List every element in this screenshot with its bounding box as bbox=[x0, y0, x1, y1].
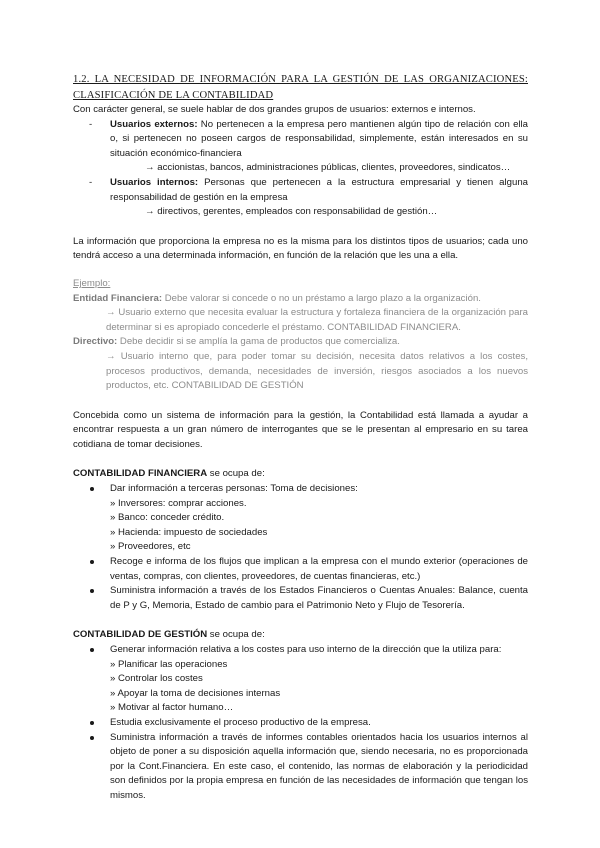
bullet-icon bbox=[90, 736, 94, 740]
user-group-internal bbox=[73, 176, 528, 205]
user-desc-external: No pertenecen a la empresa pero mantienen algún tipo de relación con ella o, si pertenecen no poseen cargos de responsabilidad, simplemente, están interesados en su situación económico-financiera bbox=[110, 118, 529, 159]
user-group-external bbox=[73, 118, 528, 162]
bullet-icon bbox=[90, 487, 94, 491]
user-term-external: Usuarios externos: bbox=[110, 118, 198, 130]
list-item bbox=[73, 731, 528, 804]
financiera-suffix: se ocupa de: bbox=[207, 468, 265, 480]
gestion-item-2: Estudia exclusivamente el proceso productivo de la empresa. bbox=[110, 716, 371, 728]
list-item bbox=[73, 584, 528, 613]
financiera-item-3: Suministra información a través de los Estados Financieros o Cuentas Anuales: Balance, cuenta de P y G, Memoria, Estado de cambio para el Patrimonio Neto y Flujo de Tesorería. bbox=[110, 585, 528, 611]
financiera-item-1: Dar información a terceras personas: Toma de decisiones: bbox=[110, 483, 358, 495]
section-heading bbox=[73, 72, 528, 103]
dash-marker: - bbox=[89, 118, 93, 130]
bullet-icon bbox=[90, 560, 94, 564]
gestion-sub-item: » Controlar los costes bbox=[110, 673, 203, 685]
gestion-heading bbox=[73, 628, 528, 643]
bullet-icon bbox=[90, 589, 94, 593]
gestion-item-3: Suministra información a través de informes contables orientados hacia los usuarios internos al objeto de poner a su disposición aquella información que, siendo necesaria, no es proporcionada por la Cont.Financiera. En este caso, el contenido, las normas de elaboración y la periodicidad son definidos por la propia empresa en función de las necesidades de información que tengan los mismos. bbox=[110, 731, 528, 801]
user-examples-internal: → directivos, gerentes, empleados con responsabilidad de gestión… bbox=[145, 206, 438, 218]
gestion-item-1: Generar información relativa a los costes para uso interno de la dirección que la utiliza para: bbox=[110, 644, 502, 655]
info-paragraph: La información que proporciona la empresa no es la misma para los distintos tipos de usuarios; cada uno tendrá acceso a una determinada información, en función de la relación que les una a ella. bbox=[73, 235, 528, 262]
user-examples-external: → accionistas, bancos, administraciones públicas, clientes, proveedores, sindicatos… bbox=[145, 162, 511, 174]
user-term-internal: Usuarios internos: bbox=[110, 176, 199, 188]
document-page bbox=[73, 72, 528, 804]
example-entidad-arrow: → Usuario externo que necesita evaluar la estructura y fortaleza financiera de la organización para determinar si es apropiado concederle el préstamo. CONTABILIDAD FINANCIERA. bbox=[106, 307, 528, 333]
heading-line-1: 1.2. LA NECESIDAD DE INFORMACIÓN PARA LA GESTIÓN DE LAS ORGANIZACIONES: bbox=[73, 74, 528, 85]
gestion-title: CONTABILIDAD DE GESTIÓN bbox=[73, 629, 208, 641]
financiera-item-2: Recoge e informa de los flujos que implican a la empresa con el mundo exterior (operaciones de ventas, compras, con clientes, proveedores, de cuentas financieras, etc.) bbox=[110, 556, 528, 582]
list-item bbox=[73, 555, 528, 584]
gestion-sub-item: » Planificar las operaciones bbox=[110, 658, 228, 670]
financiera-sub-item: » Inversores: comprar acciones. bbox=[110, 497, 247, 509]
gestion-sub-item: » Apoyar la toma de decisiones internas bbox=[110, 687, 281, 699]
example-directivo-arrow: → Usuario interno que, para poder tomar su decisión, necesita datos relativos a los costes, procesos productivos, demanda, necesidades de inversión, riesgos asociados a los nuevos productos, etc. CONTABILIDAD DE GESTIÓN bbox=[106, 350, 528, 392]
financiera-heading bbox=[73, 467, 528, 482]
example-label: Ejemplo: bbox=[73, 277, 111, 289]
gestion-suffix: se ocupa de: bbox=[207, 629, 265, 641]
example-entidad-term: Entidad Financiera: bbox=[73, 292, 163, 304]
list-item bbox=[73, 643, 528, 716]
example-block bbox=[73, 277, 528, 394]
list-item bbox=[73, 482, 528, 555]
concebida-paragraph: Concebida como un sistema de información para la gestión, la Contabilidad está llamada a ayudar a encontrar respuesta a un gran número de interrogantes que se le presentan al empresario en su tarea cotidiana de tomar decisiones. bbox=[73, 409, 528, 450]
dash-marker: - bbox=[89, 176, 93, 188]
bullet-icon bbox=[90, 721, 94, 725]
example-directivo-text: Debe decidir si se amplía la gama de productos que comercializa. bbox=[117, 336, 400, 348]
financiera-sub-item: » Hacienda: impuesto de sociedades bbox=[110, 526, 268, 538]
user-desc-internal: Personas que pertenecen a la estructura empresarial y tienen alguna responsabilidad de gestión en la empresa bbox=[110, 176, 528, 203]
example-directivo-term: Directivo: bbox=[73, 336, 118, 348]
gestion-sub-item: » Motivar al factor humano… bbox=[110, 702, 234, 714]
list-item bbox=[73, 716, 528, 731]
intro-paragraph: Con carácter general, se suele hablar de dos grandes grupos de usuarios: externos e internos. bbox=[73, 104, 476, 115]
financiera-title: CONTABILIDAD FINANCIERA bbox=[73, 468, 208, 480]
financiera-sub-item: » Proveedores, etc bbox=[110, 541, 191, 553]
example-entidad-text: Debe valorar si concede o no un préstamo a largo plazo a la organización. bbox=[162, 292, 481, 304]
bullet-icon bbox=[90, 648, 94, 652]
financiera-sub-item: » Banco: conceder crédito. bbox=[110, 512, 225, 524]
heading-line-2: CLASIFICACIÓN DE LA CONTABILIDAD bbox=[73, 89, 274, 101]
